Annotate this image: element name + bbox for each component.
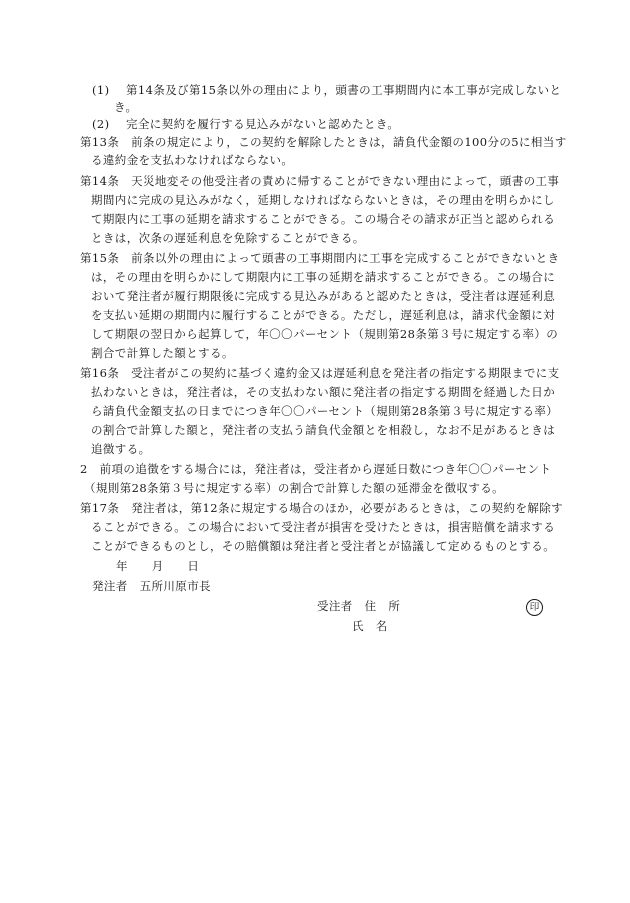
article-15-line-5: して期限の翌日から起算して，年〇〇パーセント（規則第28条第３号に規定する率）の (91, 327, 559, 341)
article-17-line-3: ことができるものとし，その賠償額は発注者と受注者とが協議して定めるものとする。 (91, 539, 556, 553)
article-16-line-4: の割合で計算した額と，発注者の支払う請負代金額とを相殺し，なお不足があるときは (91, 423, 556, 437)
orderer-line: 発注者 五所川原市長 (92, 579, 211, 593)
article-16-line-2: 払わないときは，発注者は，その支払わない額に発注者の指定する期間を経過した日か (91, 385, 556, 399)
article-13-line-1: 第13条 前条の規定により，この契約を解除したときは，請負代金額の100分の5に相当す (80, 135, 567, 149)
article-13-line-2: る違約金を支払わなければならない。 (91, 153, 294, 167)
article-15-line-6: 割合で計算した額とする。 (91, 346, 234, 360)
article-16-line-5: 追徴する。 (91, 442, 151, 456)
article-16-para-2-line-2: （規則第28条第３号に規定する率）の割合で計算した額の延滞金を徴収する。 (84, 481, 505, 495)
article-15-line-2: は，その理由を明らかにして期限内に工事の延期を請求することができる。この場合に (91, 270, 556, 284)
article-17-line-1: 第17条 発注者は，第12条に規定する場合のほか，必要があるときは，この契約を解除す (80, 501, 564, 515)
article-14-line-1: 第14条 天災地変その他受注者の責めに帰することができない理由によって，頭書の工事 (80, 174, 560, 188)
contractor-name-label: 氏 名 (352, 619, 388, 633)
contractor-address-label: 受注者 住 所 (317, 599, 401, 613)
article-14-line-3: て期限内に工事の延期を請求することができる。この場合その請求が正当と認められる (91, 212, 556, 226)
article-15-line-3: おいて発注者が履行期限後に完成する見込みがあると認めたときは，受注者は遅延利息 (91, 289, 556, 303)
item-2-label: (2) (92, 117, 110, 131)
article-14-line-4: ときは，次条の遅延利息を免除することができる。 (91, 231, 365, 245)
article-17-line-2: ることができる。この場合において受注者が損害を受けたときは，損害賠償を請求する (91, 520, 556, 534)
item-1-continuation: き。 (114, 100, 138, 114)
article-15-line-4: を支払い延期の期間内に履行することができる。ただし，遅延利息は，請求代金額に対 (91, 308, 556, 322)
article-16-para-2-line-1: 2 前項の追徴をする場合には，発注者は，受注者から遅延日数につき年〇〇パーセント (80, 462, 552, 476)
article-14-line-2: 期間内に完成の見込みがなく，延期しなければならないときは，その理由を明らかにし (91, 193, 555, 207)
item-1-text: 第14条及び第15条以外の理由により，頭書の工事期間内に本工事が完成しないと (126, 83, 562, 97)
item-1-label: (1) (92, 83, 110, 97)
seal-mark: 印 (526, 599, 543, 616)
article-16-line-3: ら請負代金額支払の日までにつき年〇〇パーセント（規則第28条第３号に規定する率） (91, 404, 559, 418)
article-16-line-1: 第16条 受注者がこの契約に基づく違約金又は遅延利息を発注者の指定する期限までに支 (80, 366, 560, 380)
article-15-line-1: 第15条 前条以外の理由によって頭書の工事期間内に工事を完成することができないとき (80, 251, 560, 265)
date-line: 年 月 日 (116, 559, 200, 573)
item-2-text: 完全に契約を履行する見込みがないと認めたとき。 (126, 117, 400, 131)
